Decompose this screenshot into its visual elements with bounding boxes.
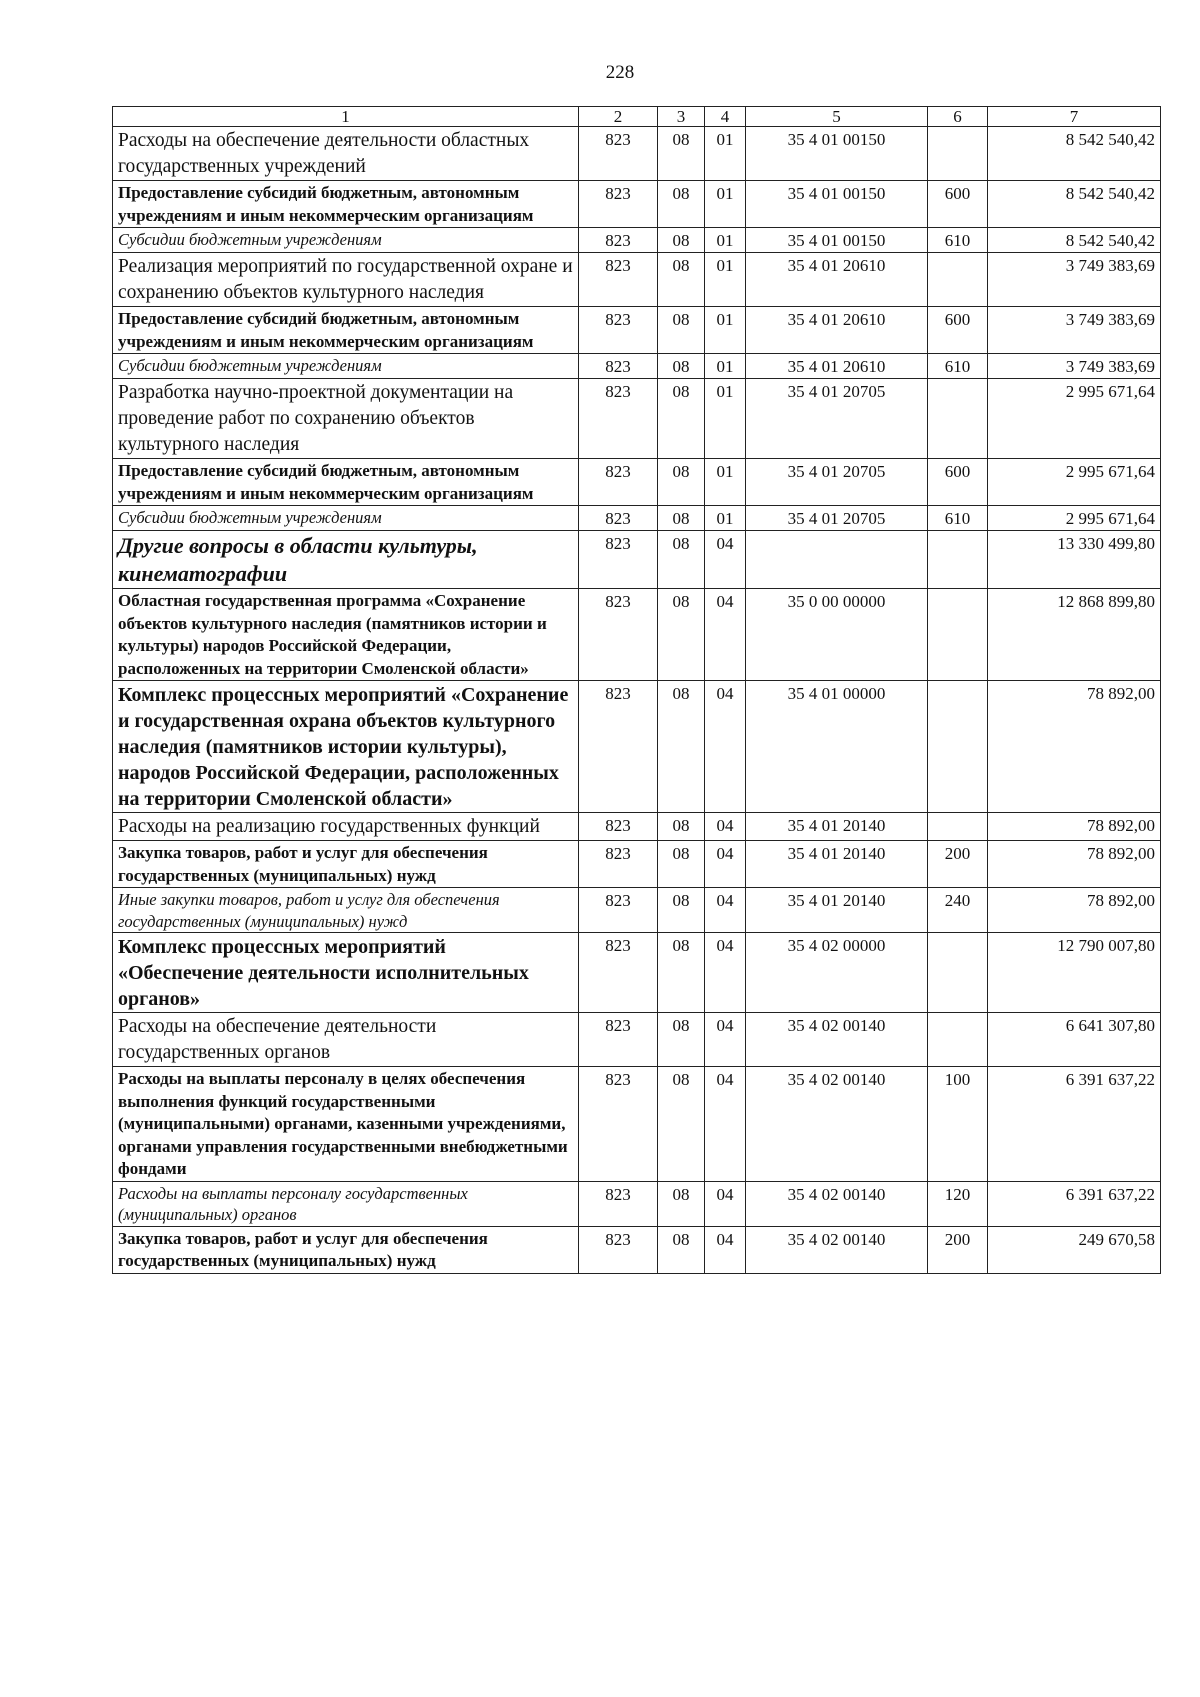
expense-name-cell: Областная государственная программа «Сохранение объектов культурного наследия (памятников истории и культуры) народов Российской Федерации, расположенных на территории Смоленской области»	[113, 589, 579, 681]
target-article-cell: 35 4 02 00140	[746, 1013, 928, 1067]
subsection-code-cell: 01	[705, 379, 746, 459]
section-code-cell: 08	[658, 531, 705, 589]
expense-type-cell: 610	[928, 506, 988, 531]
subsection-code-cell: 04	[705, 531, 746, 589]
target-article-cell	[746, 531, 928, 589]
expense-type-cell	[928, 1013, 988, 1067]
target-article-cell: 35 4 01 20705	[746, 506, 928, 531]
subsection-code-cell: 01	[705, 127, 746, 181]
table-row	[113, 1013, 1161, 1067]
expense-name-cell: Комплекс процессных мероприятий «Сохранение и государственная охрана объектов культурного наследия (памятников истории культуры), народов Российской Федерации, расположенных на территории Смоленской области»	[113, 681, 579, 813]
table-row	[113, 589, 1161, 681]
ministry-code-cell: 823	[579, 681, 658, 813]
section-code-cell: 08	[658, 681, 705, 813]
amount-cell: 78 892,00	[988, 681, 1161, 813]
column-header-row	[113, 107, 1161, 127]
column-header: 6	[928, 107, 988, 127]
column-header: 3	[658, 107, 705, 127]
table-row	[113, 531, 1161, 589]
ministry-code-cell: 823	[579, 459, 658, 506]
section-code-cell: 08	[658, 813, 705, 841]
amount-cell: 249 670,58	[988, 1226, 1161, 1273]
subsection-code-cell: 01	[705, 228, 746, 253]
subsection-code-cell: 01	[705, 307, 746, 354]
target-article-cell: 35 4 01 20610	[746, 354, 928, 379]
ministry-code-cell: 823	[579, 354, 658, 379]
expense-type-cell	[928, 253, 988, 307]
expense-type-cell: 200	[928, 1226, 988, 1273]
page-number: 228	[605, 62, 635, 83]
amount-cell: 2 995 671,64	[988, 379, 1161, 459]
section-code-cell: 08	[658, 228, 705, 253]
table-row	[113, 1226, 1161, 1273]
expense-type-cell	[928, 589, 988, 681]
table-row	[113, 841, 1161, 888]
target-article-cell: 35 0 00 00000	[746, 589, 928, 681]
column-header: 7	[988, 107, 1161, 127]
ministry-code-cell: 823	[579, 1013, 658, 1067]
subsection-code-cell: 01	[705, 354, 746, 379]
target-article-cell: 35 4 01 00000	[746, 681, 928, 813]
section-code-cell: 08	[658, 253, 705, 307]
table-row	[113, 228, 1161, 253]
column-header: 5	[746, 107, 928, 127]
section-code-cell: 08	[658, 589, 705, 681]
section-code-cell: 08	[658, 307, 705, 354]
table-row	[113, 888, 1161, 933]
amount-cell: 12 868 899,80	[988, 589, 1161, 681]
table-row	[113, 681, 1161, 813]
section-code-cell: 08	[658, 379, 705, 459]
expense-type-cell: 600	[928, 181, 988, 228]
expense-type-cell	[928, 531, 988, 589]
subsection-code-cell: 04	[705, 1067, 746, 1182]
amount-cell: 78 892,00	[988, 841, 1161, 888]
ministry-code-cell: 823	[579, 506, 658, 531]
expense-name-cell: Закупка товаров, работ и услуг для обеспечения государственных (муниципальных) нужд	[113, 841, 579, 888]
amount-cell: 12 790 007,80	[988, 933, 1161, 1013]
section-code-cell: 08	[658, 1226, 705, 1273]
table-row	[113, 181, 1161, 228]
ministry-code-cell: 823	[579, 888, 658, 933]
table-row	[113, 1067, 1161, 1182]
ministry-code-cell: 823	[579, 127, 658, 181]
expense-type-cell	[928, 681, 988, 813]
subsection-code-cell: 04	[705, 1226, 746, 1273]
ministry-code-cell: 823	[579, 933, 658, 1013]
section-code-cell: 08	[658, 506, 705, 531]
expense-type-cell	[928, 813, 988, 841]
table-row	[113, 506, 1161, 531]
section-code-cell: 08	[658, 459, 705, 506]
expense-name-cell: Расходы на обеспечение деятельности государственных органов	[113, 1013, 579, 1067]
section-code-cell: 08	[658, 933, 705, 1013]
ministry-code-cell: 823	[579, 1226, 658, 1273]
target-article-cell: 35 4 01 00150	[746, 127, 928, 181]
expense-type-cell: 200	[928, 841, 988, 888]
amount-cell: 3 749 383,69	[988, 253, 1161, 307]
table-row	[113, 933, 1161, 1013]
section-code-cell: 08	[658, 181, 705, 228]
amount-cell: 8 542 540,42	[988, 228, 1161, 253]
section-code-cell: 08	[658, 127, 705, 181]
budget-table	[112, 106, 1161, 1274]
subsection-code-cell: 04	[705, 681, 746, 813]
expense-type-cell: 240	[928, 888, 988, 933]
target-article-cell: 35 4 02 00140	[746, 1226, 928, 1273]
expense-name-cell: Расходы на выплаты персоналу государственных (муниципальных) органов	[113, 1181, 579, 1226]
table-row	[113, 354, 1161, 379]
expense-type-cell: 610	[928, 228, 988, 253]
ministry-code-cell: 823	[579, 813, 658, 841]
subsection-code-cell: 01	[705, 181, 746, 228]
ministry-code-cell: 823	[579, 589, 658, 681]
target-article-cell: 35 4 01 20610	[746, 253, 928, 307]
expense-name-cell: Предоставление субсидий бюджетным, автономным учреждениям и иным некоммерческим организациям	[113, 181, 579, 228]
subsection-code-cell: 01	[705, 506, 746, 531]
amount-cell: 3 749 383,69	[988, 354, 1161, 379]
amount-cell: 2 995 671,64	[988, 459, 1161, 506]
target-article-cell: 35 4 01 20705	[746, 459, 928, 506]
ministry-code-cell: 823	[579, 228, 658, 253]
subsection-code-cell: 04	[705, 933, 746, 1013]
section-code-cell: 08	[658, 841, 705, 888]
ministry-code-cell: 823	[579, 307, 658, 354]
expense-name-cell: Предоставление субсидий бюджетным, автономным учреждениям и иным некоммерческим организациям	[113, 307, 579, 354]
target-article-cell: 35 4 01 20610	[746, 307, 928, 354]
table-row	[113, 379, 1161, 459]
target-article-cell: 35 4 01 00150	[746, 228, 928, 253]
expense-name-cell: Комплекс процессных мероприятий «Обеспечение деятельности исполнительных органов»	[113, 933, 579, 1013]
expense-name-cell: Разработка научно-проектной документации на проведение работ по сохранению объектов культурного наследия	[113, 379, 579, 459]
table-row	[113, 253, 1161, 307]
column-header: 4	[705, 107, 746, 127]
expense-name-cell: Закупка товаров, работ и услуг для обеспечения государственных (муниципальных) нужд	[113, 1226, 579, 1273]
ministry-code-cell: 823	[579, 379, 658, 459]
ministry-code-cell: 823	[579, 531, 658, 589]
ministry-code-cell: 823	[579, 1181, 658, 1226]
table-row	[113, 813, 1161, 841]
target-article-cell: 35 4 01 20140	[746, 841, 928, 888]
target-article-cell: 35 4 01 20140	[746, 888, 928, 933]
expense-name-cell: Расходы на выплаты персоналу в целях обеспечения выполнения функций государственными (муниципальными) органами, казенными учреждениями, органами управления государственными внебюджетными фондами	[113, 1067, 579, 1182]
target-article-cell: 35 4 01 00150	[746, 181, 928, 228]
expense-name-cell: Субсидии бюджетным учреждениям	[113, 506, 579, 531]
amount-cell: 6 641 307,80	[988, 1013, 1161, 1067]
expense-name-cell: Реализация мероприятий по государственной охране и сохранению объектов культурного наследия	[113, 253, 579, 307]
expense-type-cell	[928, 379, 988, 459]
subsection-code-cell: 04	[705, 813, 746, 841]
expense-type-cell: 120	[928, 1181, 988, 1226]
expense-name-cell: Субсидии бюджетным учреждениям	[113, 228, 579, 253]
ministry-code-cell: 823	[579, 253, 658, 307]
amount-cell: 78 892,00	[988, 813, 1161, 841]
subsection-code-cell: 04	[705, 589, 746, 681]
amount-cell: 78 892,00	[988, 888, 1161, 933]
amount-cell: 2 995 671,64	[988, 506, 1161, 531]
table-row	[113, 459, 1161, 506]
expense-type-cell	[928, 127, 988, 181]
subsection-code-cell: 04	[705, 1181, 746, 1226]
amount-cell: 8 542 540,42	[988, 127, 1161, 181]
amount-cell: 3 749 383,69	[988, 307, 1161, 354]
expense-name-cell: Иные закупки товаров, работ и услуг для обеспечения государственных (муниципальных) нужд	[113, 888, 579, 933]
amount-cell: 13 330 499,80	[988, 531, 1161, 589]
ministry-code-cell: 823	[579, 1067, 658, 1182]
section-code-cell: 08	[658, 354, 705, 379]
expense-type-cell: 600	[928, 459, 988, 506]
section-code-cell: 08	[658, 888, 705, 933]
subsection-code-cell: 04	[705, 1013, 746, 1067]
target-article-cell: 35 4 01 20705	[746, 379, 928, 459]
subsection-code-cell: 04	[705, 841, 746, 888]
section-code-cell: 08	[658, 1181, 705, 1226]
target-article-cell: 35 4 02 00140	[746, 1067, 928, 1182]
expense-type-cell: 600	[928, 307, 988, 354]
expense-type-cell: 100	[928, 1067, 988, 1182]
amount-cell: 8 542 540,42	[988, 181, 1161, 228]
subsection-code-cell: 01	[705, 459, 746, 506]
table-row	[113, 1181, 1161, 1226]
expense-name-cell: Другие вопросы в области культуры, кинематографии	[113, 531, 579, 589]
amount-cell: 6 391 637,22	[988, 1181, 1161, 1226]
expense-name-cell: Расходы на обеспечение деятельности областных государственных учреждений	[113, 127, 579, 181]
expense-name-cell: Субсидии бюджетным учреждениям	[113, 354, 579, 379]
expense-name-cell: Предоставление субсидий бюджетным, автономным учреждениям и иным некоммерческим организациям	[113, 459, 579, 506]
column-header: 1	[113, 107, 579, 127]
subsection-code-cell: 04	[705, 888, 746, 933]
section-code-cell: 08	[658, 1013, 705, 1067]
target-article-cell: 35 4 01 20140	[746, 813, 928, 841]
ministry-code-cell: 823	[579, 181, 658, 228]
subsection-code-cell: 01	[705, 253, 746, 307]
amount-cell: 6 391 637,22	[988, 1067, 1161, 1182]
table-row	[113, 127, 1161, 181]
expense-type-cell: 610	[928, 354, 988, 379]
section-code-cell: 08	[658, 1067, 705, 1182]
expense-type-cell	[928, 933, 988, 1013]
target-article-cell: 35 4 02 00140	[746, 1181, 928, 1226]
target-article-cell: 35 4 02 00000	[746, 933, 928, 1013]
ministry-code-cell: 823	[579, 841, 658, 888]
column-header: 2	[579, 107, 658, 127]
table-row	[113, 307, 1161, 354]
expense-name-cell: Расходы на реализацию государственных функций	[113, 813, 579, 841]
